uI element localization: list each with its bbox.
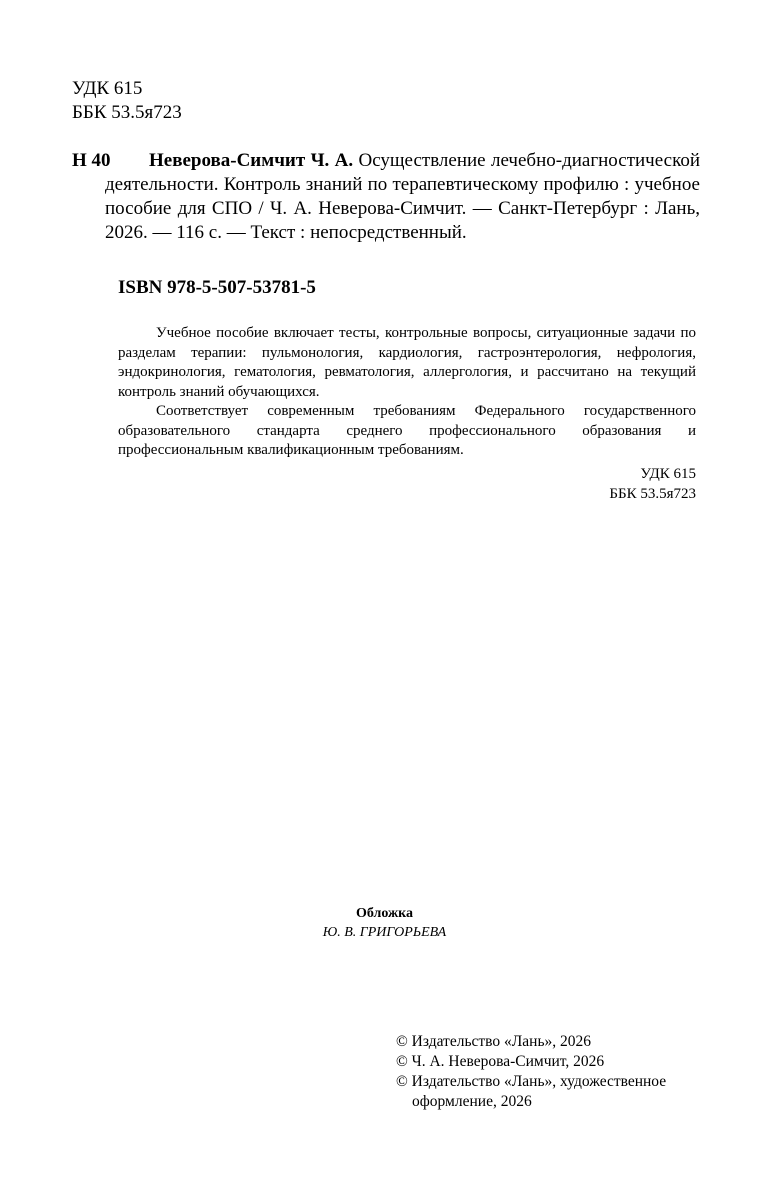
classification-codes-top	[72, 77, 182, 125]
author-name: Неверова-Симчит Ч. А.	[149, 150, 354, 171]
author-sign-code: Н 40	[72, 150, 111, 171]
copyright-notices	[396, 1032, 706, 1112]
bibliographic-text: Осуществление лечебно-диагностической деятельности. Контроль знаний по терапевтическому профилю : учебное пособие для СПО / Ч. А. Неверова-Симчит. — Санкт-Петербург : Лань, 2026. — 116 с. — Текст : непосредственный.	[105, 150, 701, 243]
abstract-paragraph: Учебное пособие включает тесты, контрольные вопросы, ситуационные задачи по разделам терапии: пульмонология, кардиология, гастроэнтерология, нефрология, эндокринология, гематология, ревматология, аллергология, и рассчитано на текущий контроль знаний обучающихся.	[118, 325, 696, 400]
abstract	[118, 324, 696, 461]
abstract-paragraph: Соответствует современным требованиям Федерального государственного образовательного стандарта среднего профессионального образования и профессиональным квалификационным требованиям.	[118, 403, 696, 458]
classification-codes-bottom	[609, 465, 696, 504]
copyright-line: © Издательство «Лань», художественное оформление, 2026	[396, 1073, 667, 1110]
isbn-number: ISBN 978-5-507-53781-5	[118, 277, 316, 298]
copyright-line: © Издательство «Лань», 2026	[396, 1033, 592, 1050]
udk-code: УДК 615	[72, 78, 143, 99]
bibliographic-description	[105, 149, 700, 245]
bbk-code: ББК 53.5я723	[72, 102, 182, 123]
bibliographic-record	[72, 149, 700, 245]
cover-credit	[0, 904, 769, 942]
udk-code: УДК 615	[640, 466, 696, 482]
cover-credit-label: Обложка	[355, 906, 414, 921]
copyright-line: © Ч. А. Неверова-Симчит, 2026	[396, 1053, 605, 1070]
cover-designer-name: Ю. В. ГРИГОРЬЕВА	[322, 925, 447, 940]
bbk-code: ББК 53.5я723	[609, 485, 696, 502]
